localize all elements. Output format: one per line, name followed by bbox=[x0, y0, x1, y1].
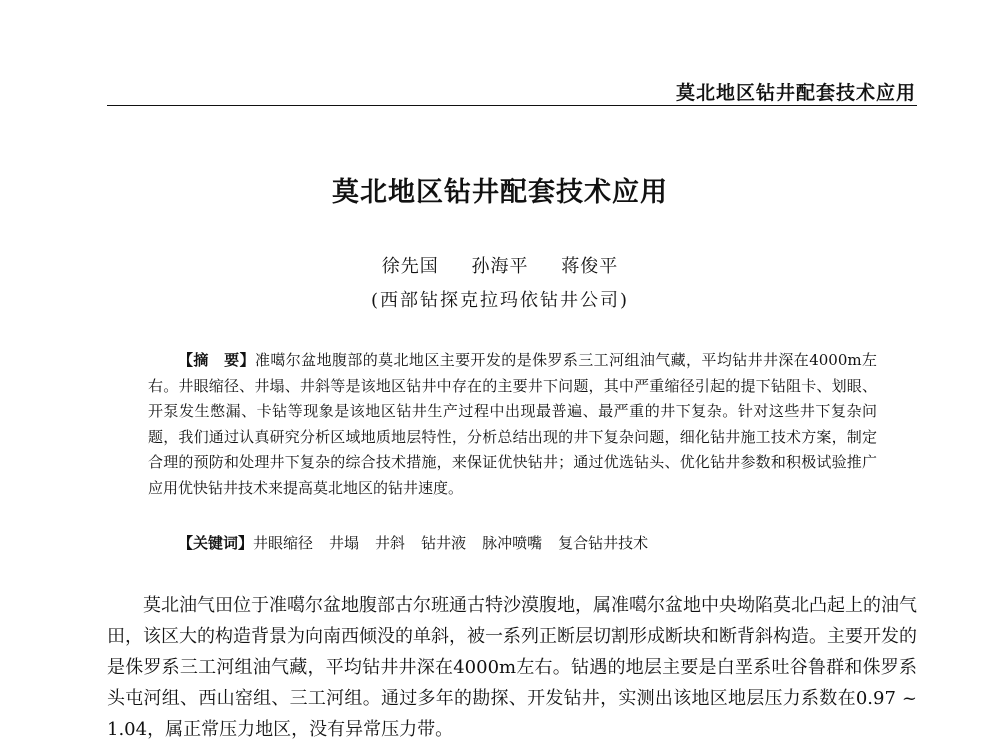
keyword: 复合钻井技术 bbox=[558, 534, 649, 552]
author-name: 徐先国 bbox=[381, 256, 439, 277]
author-list bbox=[0, 252, 1000, 278]
author-name: 蒋俊平 bbox=[561, 256, 619, 277]
header-rule bbox=[107, 105, 917, 106]
keyword: 井眼缩径 bbox=[253, 534, 314, 552]
keywords bbox=[178, 532, 878, 553]
keyword: 井塌 bbox=[329, 534, 360, 552]
body-paragraph: 莫北油气田位于准噶尔盆地腹部古尔班通古特沙漠腹地，属准噶尔盆地中央坳陷莫北凸起上的油气田，该区大的构造背景为向南西倾没的单斜，被一系列正断层切割形成断块和断背斜构造。主要开发的是侏罗系三工河组油气藏，平均钻井井深在4000m左右。钻遇的地层主要是白垩系吐谷鲁群和侏罗系头屯河组、西山窑组、三工河组。通过多年的勘探、开发钻井，实测出该地区地层压力系数在0.97 ~ 1.04，属正常压力地区，没有异常压力带。 bbox=[107, 595, 917, 740]
affiliation: (西部钻探克拉玛依钻井公司) bbox=[370, 290, 630, 311]
keywords-label: 【关键词】 bbox=[178, 534, 254, 552]
abstract-label: 【摘 要】 bbox=[178, 351, 255, 369]
article-title: 莫北地区钻井配套技术应用 bbox=[332, 177, 668, 208]
keyword: 井斜 bbox=[375, 534, 406, 552]
abstract bbox=[148, 348, 877, 501]
author-name: 孙海平 bbox=[471, 256, 529, 277]
keyword: 脉冲喷嘴 bbox=[482, 534, 543, 552]
abstract-text: 准噶尔盆地腹部的莫北地区主要开发的是侏罗系三工河组油气藏，平均钻井井深在4000m左右。井眼缩径、井塌、井斜等是该地区钻井中存在的主要井下问题，其中严重缩径引起的提下钻阻卡、划眼、开泵发生憋漏、卡钻等现象是该地区钻井生产过程中出现最普遍、最严重的井下复杂。针对这些井下复杂问题，我们通过认真研究分析区域地质地层特性，分析总结出现的井下复杂问题，细化钻井施工技术方案，制定合理的预防和处理井下复杂的综合技术措施，来保证优快钻井；通过优选钻头、优化钻井参数和积极试验推广应用优快钻井技术来提高莫北地区的钻井速度。 bbox=[148, 351, 877, 497]
running-header-title: 莫北地区钻井配套技术应用 bbox=[675, 82, 916, 104]
keyword: 钻井液 bbox=[421, 534, 467, 552]
